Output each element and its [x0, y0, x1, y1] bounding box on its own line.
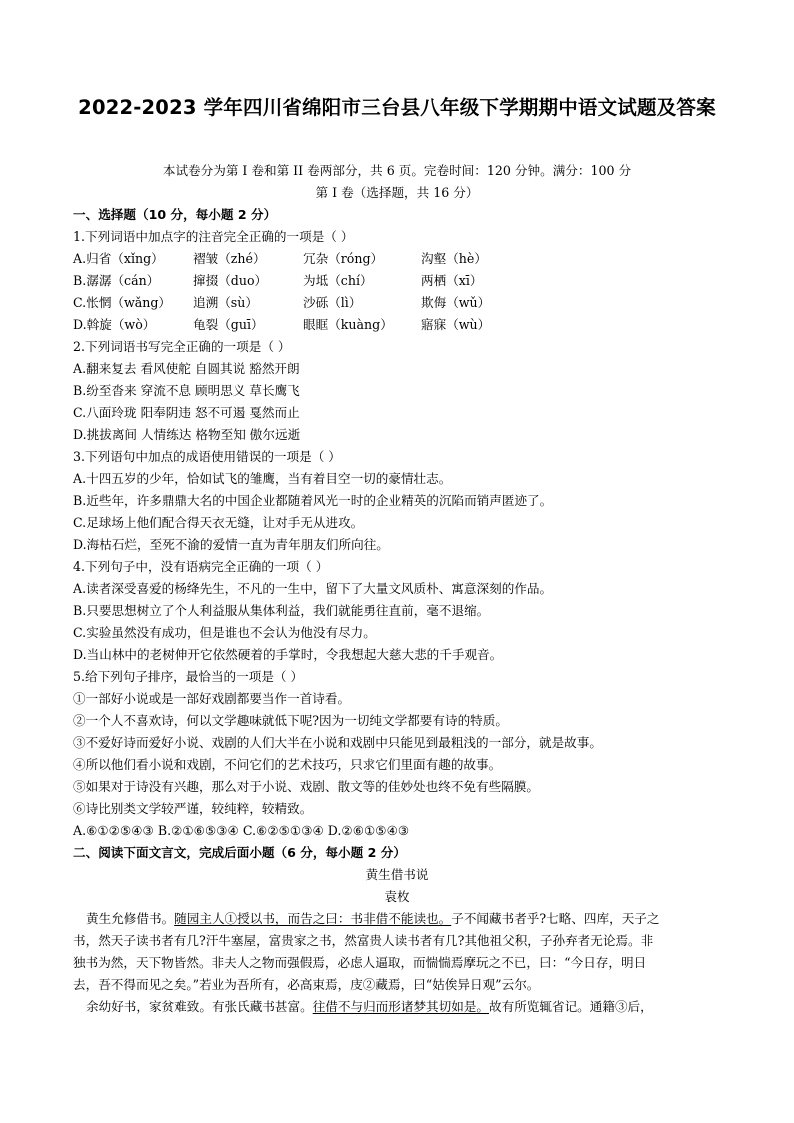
passage-text: 故有所览辄省记。通籍③后，	[489, 999, 653, 1014]
passage-text: 子不闻藏书者乎?七略、四库，天子之	[451, 911, 660, 926]
question-5-options: A.⑥①②⑤④③ B.②①⑥⑤③④ C.⑥②⑤①③④ D.②⑥①⑤④③	[73, 823, 410, 838]
question-2-option-c: C.八面玲珑 阳奉阴违 怒不可遏 戛然而止	[73, 405, 300, 420]
option-word: 冗杂（róng）	[303, 251, 384, 266]
option-word: A.归省（xǐng）	[73, 251, 164, 266]
passage-line: 独书为然，天下物皆然。非夫人之物而强假焉，必虑人逼取，而惴惴焉摩玩之不已，曰：“今日存，明日	[73, 955, 647, 970]
option-word: 撺掇（duo）	[193, 273, 268, 288]
passage-author: 袁枚	[384, 889, 410, 904]
option-word: 眼眶（kuàng）	[303, 317, 393, 332]
question-5-sentence-1: ①一部好小说或是一部好戏剧都要当作一首诗看。	[73, 691, 351, 706]
question-4-option-a: A.读者深受喜爱的杨绛先生，不凡的一生中，留下了大量文风质朴、寓意深刻的作品。	[73, 581, 553, 596]
page-title: 2022-2023 学年四川省绵阳市三台县八年级下学期期中语文试题及答案	[78, 96, 716, 119]
option-word: 欺侮（wǔ）	[421, 295, 491, 310]
section-1-heading: 一、选择题（10 分，每小题 2 分）	[73, 207, 277, 222]
option-word: 追溯（sù）	[193, 295, 258, 310]
option-word: B.潺潺（cán）	[73, 273, 160, 288]
passage-line	[86, 909, 742, 929]
section-2-heading: 二、阅读下面文言文，完成后面小题（6 分，每小题 2 分）	[73, 845, 406, 860]
option-word: 褶皱（zhé）	[193, 251, 266, 266]
question-3-option-d: D.海枯石烂，至死不渝的爱情一直为青年朋友们所向往。	[73, 537, 389, 552]
passage-line: 书，然天子读书者有几?汗牛塞屋，富贵家之书，然富贵人读书者有几?其他祖父积，子孙弃者无论焉。非	[73, 933, 654, 948]
passage-line	[86, 997, 742, 1017]
question-5-sentence-4: ④所以他们看小说和戏剧，不问它们的艺术技巧，只求它们里面有趣的故事。	[73, 757, 502, 772]
question-4-option-d: D.当山林中的老树伸开它依然硬着的手掌时，令我想起大慈大悲的千手观音。	[73, 647, 503, 662]
option-word: C.怅惘（wǎng）	[73, 295, 172, 310]
option-word: 为坻（chí）	[303, 273, 373, 288]
question-2-option-a: A.翻来复去 看风使舵 自圆其说 豁然开朗	[73, 361, 300, 376]
passage-text: 黄生允修借书。	[86, 911, 175, 926]
question-1-option-d	[73, 315, 742, 335]
option-word: 沟壑（hè）	[421, 251, 487, 266]
question-5-sentence-3: ③不爱好诗而爱好小说、戏剧的人们大半在小说和戏剧中只能见到最粗浅的一部分，就是故事。	[73, 735, 602, 750]
underlined-sentence: 随园主人①授以书，而告之曰：书非借不能读也。	[174, 911, 452, 926]
question-2-option-b: B.纷至沓来 穿流不息 顾明思义 草长鹰飞	[73, 383, 300, 398]
question-1-stem: 1.下列词语中加点字的注音完全正确的一项是（ ）	[73, 229, 354, 244]
volume-heading: 第 I 卷（选择题，共 16 分）	[315, 185, 479, 200]
passage-text: 余幼好书，家贫难致。有张氏藏书甚富。	[86, 999, 313, 1014]
option-word: 龟裂（guī）	[193, 317, 264, 332]
underlined-sentence: 往借不与归而形诸梦其切如是。	[312, 999, 489, 1014]
question-4-option-c: C.实验虽然没有成功，但是谁也不会认为他没有尽力。	[73, 625, 376, 640]
question-2-option-d: D.挑拔离间 人情练达 格物至知 傲尔远逝	[73, 427, 301, 442]
question-1-option-a	[73, 249, 742, 269]
question-5-stem: 5.给下列句子排序，最恰当的一项是（ ）	[73, 669, 304, 684]
option-word: 寤寐（wù）	[421, 317, 491, 332]
question-5-sentence-5: ⑤如果对于诗没有兴趣，那么对于小说、戏剧、散文等的佳妙处也终不免有些隔膜。	[73, 779, 539, 794]
question-1-option-b	[73, 271, 742, 291]
question-1-option-c	[73, 293, 742, 313]
question-3-option-b: B.近些年，许多鼎鼎大名的中国企业都随着风光一时的企业精英的沉陷而销声匿迹了。	[73, 493, 553, 508]
question-3-option-c: C.足球场上他们配合得天衣无缝，让对手无从进攻。	[73, 515, 364, 530]
question-3-stem: 3.下列语句中加点的成语使用错误的一项是（ ）	[73, 449, 341, 464]
option-word: D.斡旋（wò）	[73, 317, 156, 332]
question-5-sentence-6: ⑥诗比别类文学较严谨，较纯粹，较精致。	[73, 801, 313, 816]
passage-line: 去，吾不得而见之矣。”若业为吾所有，必高束焉，庋②藏焉，曰“姑俟异日观”云尔。	[73, 977, 540, 992]
question-4-option-b: B.只要思想树立了个人利益服从集体利益，我们就能勇往直前，毫不退缩。	[73, 603, 490, 618]
exam-info: 本试卷分为第 I 卷和第 II 卷两部分，共 6 页。完卷时间：120 分钟。满分：100 分	[162, 163, 632, 178]
question-5-sentence-2: ②一个人不喜欢诗，何以文学趣味就低下呢?因为一切纯文学都要有诗的特质。	[73, 713, 508, 728]
option-word: 两栖（xī）	[421, 273, 483, 288]
passage-title: 黄生借书说	[365, 867, 429, 882]
question-2-stem: 2.下列词语书写完全正确的一项是（ ）	[73, 339, 291, 354]
option-word: 沙砾（lì）	[303, 295, 362, 310]
question-3-option-a: A.十四五岁的少年，恰如试飞的雏鹰，当有着目空一切的豪情壮志。	[73, 471, 452, 486]
question-4-stem: 4.下列句子中，没有语病完全正确的一项（ ）	[73, 559, 329, 574]
